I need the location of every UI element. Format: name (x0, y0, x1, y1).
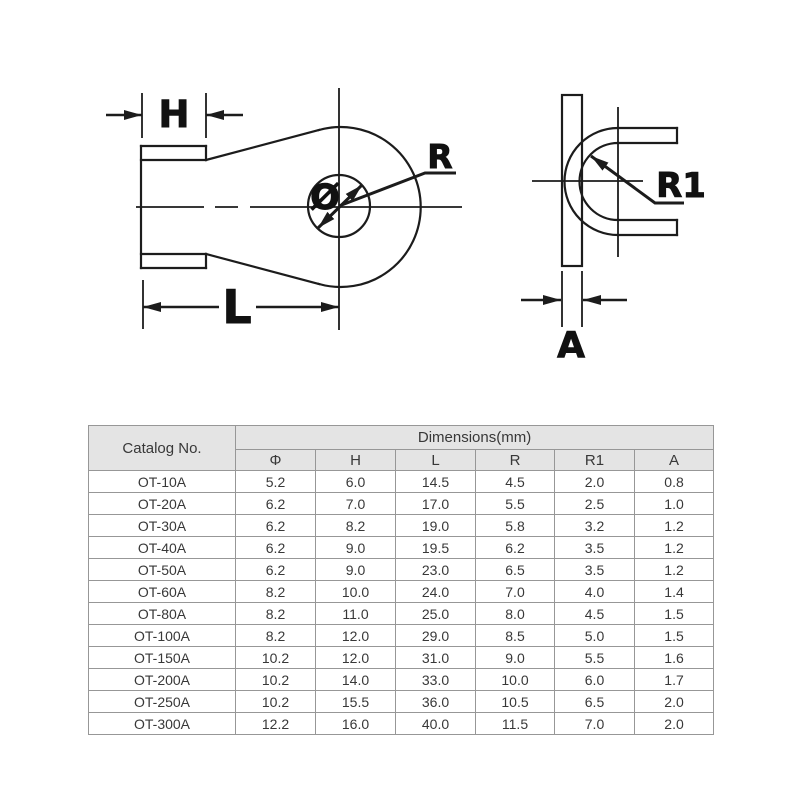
value-cell: 6.2 (476, 537, 555, 559)
catalog-cell: OT-150A (89, 647, 236, 669)
column-header: L (396, 450, 476, 471)
value-cell: 9.0 (316, 559, 396, 581)
table-row (89, 471, 714, 493)
value-cell: 1.2 (635, 559, 714, 581)
catalog-cell: OT-10A (89, 471, 236, 493)
value-cell: 6.2 (236, 493, 316, 515)
value-cell: 33.0 (396, 669, 476, 691)
value-cell: 7.0 (476, 581, 555, 603)
column-header: Φ (236, 450, 316, 471)
table-row (89, 537, 714, 559)
value-cell: 1.5 (635, 625, 714, 647)
value-cell: 10.5 (476, 691, 555, 713)
value-cell: 8.2 (236, 625, 316, 647)
value-cell: 3.5 (555, 537, 635, 559)
value-cell: 7.0 (316, 493, 396, 515)
table-row (89, 559, 714, 581)
value-cell: 12.0 (316, 647, 396, 669)
value-cell: 17.0 (396, 493, 476, 515)
side-view-drawing (521, 95, 706, 366)
catalog-cell: OT-60A (89, 581, 236, 603)
table-row (89, 713, 714, 735)
value-cell: 6.0 (316, 471, 396, 493)
value-cell: 10.2 (236, 691, 316, 713)
value-cell: 23.0 (396, 559, 476, 581)
value-cell: 1.0 (635, 493, 714, 515)
diameter-dimension (310, 178, 362, 228)
value-cell: 19.0 (396, 515, 476, 537)
r1-dimension-label: R1 (656, 166, 706, 206)
value-cell: 14.0 (316, 669, 396, 691)
value-cell: 36.0 (396, 691, 476, 713)
r-dimension (339, 137, 456, 206)
table-row (89, 691, 714, 713)
value-cell: 15.5 (316, 691, 396, 713)
value-cell: 4.5 (476, 471, 555, 493)
value-cell: 8.2 (236, 603, 316, 625)
catalog-cell: OT-300A (89, 713, 236, 735)
column-header: H (316, 450, 396, 471)
value-cell: 6.2 (236, 559, 316, 581)
value-cell: 14.5 (396, 471, 476, 493)
value-cell: 5.0 (555, 625, 635, 647)
value-cell: 10.2 (236, 647, 316, 669)
table-row (89, 515, 714, 537)
value-cell: 12.2 (236, 713, 316, 735)
column-header: A (635, 450, 714, 471)
table-row (89, 669, 714, 691)
r-dimension-label: R (427, 137, 453, 176)
value-cell: 5.5 (476, 493, 555, 515)
value-cell: 10.0 (316, 581, 396, 603)
catalog-cell: OT-40A (89, 537, 236, 559)
value-cell: 2.5 (555, 493, 635, 515)
value-cell: 8.2 (316, 515, 396, 537)
value-cell: 2.0 (635, 691, 714, 713)
value-cell: 8.0 (476, 603, 555, 625)
value-cell: 0.8 (635, 471, 714, 493)
value-cell: 25.0 (396, 603, 476, 625)
value-cell: 24.0 (396, 581, 476, 603)
diameter-symbol: Ø (310, 178, 340, 218)
value-cell: 2.0 (635, 713, 714, 735)
h-dimension (106, 93, 243, 138)
value-cell: 4.5 (555, 603, 635, 625)
value-cell: 2.0 (555, 471, 635, 493)
value-cell: 3.2 (555, 515, 635, 537)
value-cell: 10.0 (476, 669, 555, 691)
catalog-cell: OT-20A (89, 493, 236, 515)
value-cell: 4.0 (555, 581, 635, 603)
value-cell: 16.0 (316, 713, 396, 735)
column-header: R (476, 450, 555, 471)
table-row (89, 647, 714, 669)
value-cell: 5.2 (236, 471, 316, 493)
value-cell: 6.0 (555, 669, 635, 691)
value-cell: 6.5 (555, 691, 635, 713)
value-cell: 8.2 (236, 581, 316, 603)
a-dimension-label: A (557, 325, 585, 366)
catalog-cell: OT-250A (89, 691, 236, 713)
value-cell: 10.2 (236, 669, 316, 691)
table-row (89, 603, 714, 625)
front-view-drawing (106, 88, 462, 334)
value-cell: 6.2 (236, 537, 316, 559)
value-cell: 3.5 (555, 559, 635, 581)
value-cell: 1.2 (635, 537, 714, 559)
value-cell: 1.4 (635, 581, 714, 603)
value-cell: 6.2 (236, 515, 316, 537)
column-header: R1 (555, 450, 635, 471)
table-row (89, 493, 714, 515)
value-cell: 11.0 (316, 603, 396, 625)
dimensions-table (88, 425, 714, 735)
value-cell: 19.5 (396, 537, 476, 559)
value-cell: 6.5 (476, 559, 555, 581)
value-cell: 40.0 (396, 713, 476, 735)
value-cell: 7.0 (555, 713, 635, 735)
value-cell: 5.8 (476, 515, 555, 537)
catalog-cell: OT-50A (89, 559, 236, 581)
value-cell: 5.5 (555, 647, 635, 669)
table-row (89, 625, 714, 647)
l-dimension-label: L (222, 280, 252, 334)
dimensions-group-header: Dimensions(mm) (236, 426, 714, 450)
table-row (89, 581, 714, 603)
catalog-cell: OT-80A (89, 603, 236, 625)
catalog-cell: OT-200A (89, 669, 236, 691)
h-dimension-label: H (158, 93, 190, 136)
value-cell: 1.6 (635, 647, 714, 669)
value-cell: 1.2 (635, 515, 714, 537)
value-cell: 12.0 (316, 625, 396, 647)
value-cell: 11.5 (476, 713, 555, 735)
catalog-cell: OT-100A (89, 625, 236, 647)
value-cell: 1.7 (635, 669, 714, 691)
value-cell: 1.5 (635, 603, 714, 625)
value-cell: 29.0 (396, 625, 476, 647)
a-dimension (521, 271, 627, 366)
catalog-column-header: Catalog No. (89, 426, 236, 471)
value-cell: 8.5 (476, 625, 555, 647)
l-dimension (143, 280, 339, 334)
value-cell: 9.0 (316, 537, 396, 559)
value-cell: 9.0 (476, 647, 555, 669)
value-cell: 31.0 (396, 647, 476, 669)
catalog-cell: OT-30A (89, 515, 236, 537)
